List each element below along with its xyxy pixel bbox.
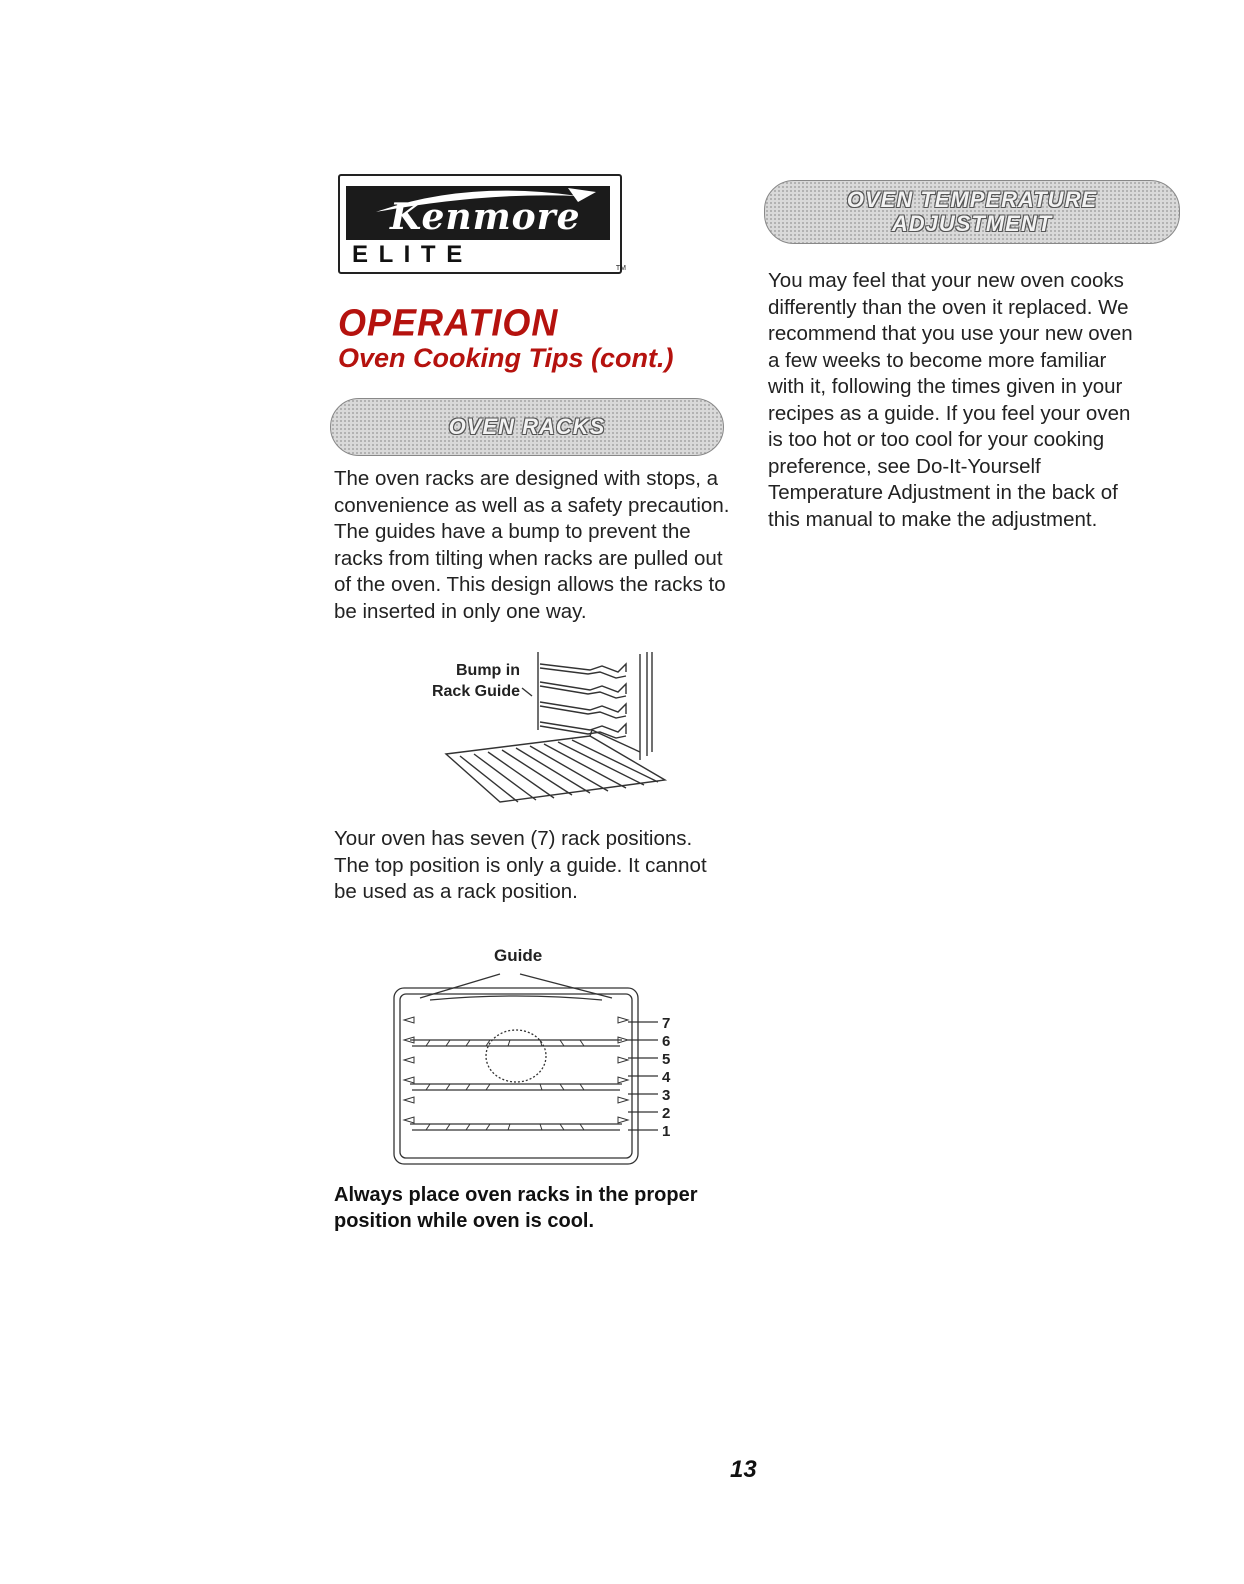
oven-rack-positions-illustration (390, 966, 690, 1166)
logo-frame (338, 174, 626, 274)
rack-positions-paragraph: Your oven has seven (7) rack positions. The top position is only a guide. It cannot be used as a rack position. (334, 827, 707, 903)
rack-position-label: 6 (662, 1033, 671, 1050)
section-title: OPERATION (338, 300, 559, 344)
rack-position-label: 4 (662, 1069, 671, 1086)
oven-racks-paragraph: The oven racks are designed with stops, a convenience as well as a safety precaution. The guides have a bump to prevent the racks from tilting when racks are pulled out of the oven. This design allows the racks to be inserted in only one way. (334, 467, 730, 623)
bump-label-line1: Bump in (456, 662, 520, 679)
oven-racks-banner (330, 398, 724, 456)
rack-position-label: 3 (662, 1087, 671, 1104)
rack-position-label: 7 (662, 1015, 671, 1032)
page-number: 13 (730, 1456, 757, 1483)
guide-label: Guide (494, 946, 543, 965)
oven-temperature-banner-line1: OVEN TEMPERATURE (846, 187, 1098, 212)
logo-elite-text: E L I T E (352, 241, 465, 268)
kenmore-elite-logo (338, 174, 624, 274)
bump-label-line2: Rack Guide (431, 683, 520, 700)
oven-racks-banner-text: OVEN RACKS (448, 414, 606, 439)
temperature-paragraph: You may feel that your new oven cooks differently than the oven it replaced. We recommend that you use your new oven a few weeks to become more familiar with it, following the times given in your recipes as a guide. If you feel your oven is too hot or too cool for your cooking preference, see Do-It-Yourself Temperature Adjustment in the back of this manual to make the adjustment. (768, 269, 1133, 531)
section-subtitle: Oven Cooking Tips (cont.) (338, 343, 674, 373)
rack-guide-illustration (440, 652, 680, 812)
logo-band (346, 186, 610, 240)
logo-brand: Kenmore (390, 196, 581, 238)
oven-temperature-banner-line2: ADJUSTMENT (891, 211, 1053, 236)
logo-trademark: TM (615, 265, 626, 272)
rack-position-label: 2 (662, 1105, 671, 1122)
rack-position-label: 5 (662, 1051, 671, 1068)
caution-note: Always place oven racks in the proper position while oven is cool. (334, 1184, 698, 1232)
rack-position-label: 1 (662, 1123, 671, 1140)
oven-temperature-banner (764, 180, 1180, 244)
logo-elite-line (346, 240, 614, 270)
